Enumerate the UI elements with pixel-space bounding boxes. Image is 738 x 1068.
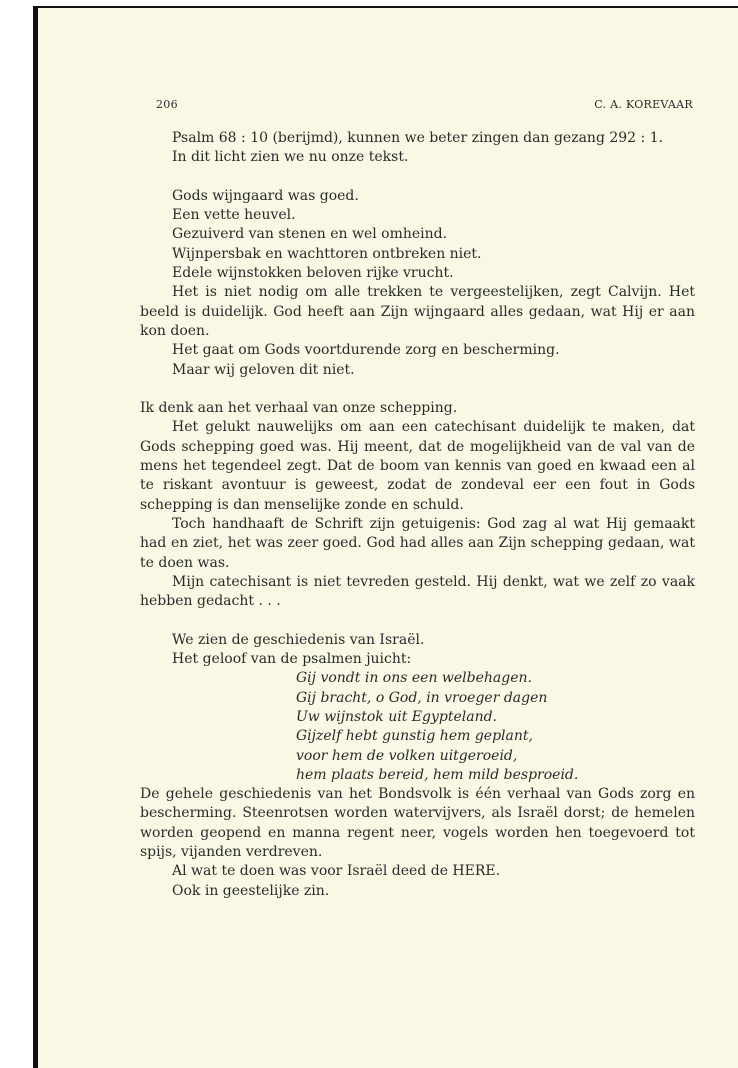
section-break xyxy=(140,611,695,630)
poem-line: voor hem de volken uitgeroeid, xyxy=(296,747,518,764)
page-header xyxy=(156,98,693,114)
paragraph: Het gelukt nauwelijks om aan een catechisant duidelijk te maken, dat Gods schepping goed was. Hij meent, dat de mogelijkheid van de val van de mens het tegendeel zegt. Dat de boom van kennis van goed en kwaad een al te riskant avontuur is geweest, zodat de zondeval eer een fout in Gods schepping is dan menselijke zonde en schuld. xyxy=(140,419,695,513)
paragraph: Psalm 68 : 10 (berijmd), kunnen we beter zingen dan gezang 292 : 1. xyxy=(172,130,664,146)
paragraph: Ook in geestelijke zin. xyxy=(172,882,330,899)
page-number: 206 xyxy=(156,98,178,111)
book-page xyxy=(33,6,738,1068)
paragraph: De gehele geschiedenis van het Bondsvolk is één verhaal van Gods zorg en bescherming. Steenrotsen worden watervijvers, als Israël dorst; de hemelen worden geopend en manna regent neer, vogels worden hen toegevoerd tot spijs, vijanden verdreven. xyxy=(140,786,695,860)
page-body xyxy=(140,129,695,901)
section-break xyxy=(140,168,695,187)
paragraph: Al wat te doen was voor Israël deed de HERE. xyxy=(172,863,501,880)
paragraph: Gods wijngaard was goed. xyxy=(172,187,359,204)
paragraph: Wijnpersbak en wachttoren ontbreken niet. xyxy=(172,245,482,262)
poem-line: Gij bracht, o God, in vroeger dagen xyxy=(296,689,548,706)
poem-line: Gijzelf hebt gunstig hem geplant, xyxy=(296,728,533,745)
psalm-quote xyxy=(140,669,695,785)
paragraph: Het geloof van de psalmen juicht: xyxy=(172,651,412,668)
paragraph: Een vette heuvel. xyxy=(172,207,296,224)
paragraph: Toch handhaaft de Schrift zijn getuigenis: God zag al wat Hij gemaakt had en ziet, het was zeer goed. God had alles aan Zijn schepping gedaan, wat te doen was. xyxy=(140,515,695,571)
paragraph: Het gaat om Gods voortdurende zorg en bescherming. xyxy=(172,342,560,359)
paragraph: In dit licht zien we nu onze tekst. xyxy=(172,149,409,166)
section-break xyxy=(140,380,695,399)
paragraph: Het is niet nodig om alle trekken te vergeestelijken, zegt Calvijn. Het beeld is duidelijk. God heeft aan Zijn wijngaard alles gedaan, wat Hij er aan kon doen. xyxy=(140,284,695,339)
paragraph: We zien de geschiedenis van Israël. xyxy=(172,631,425,648)
poem-line: Gij vondt in ons een welbehagen. xyxy=(296,670,532,687)
paragraph: Mijn catechisant is niet tevreden gesteld. Hij denkt, wat we zelf zo vaak hebben gedacht . . . xyxy=(140,573,695,610)
poem-line: Uw wijnstok uit Egypteland. xyxy=(296,708,498,725)
paragraph: Edele wijnstokken beloven rijke vrucht. xyxy=(172,265,454,282)
running-head: C. A. KOREVAAR xyxy=(594,98,693,111)
paragraph: Ik denk aan het verhaal van onze schepping. xyxy=(140,400,458,417)
paragraph: Maar wij geloven dit niet. xyxy=(172,361,355,378)
poem-line: hem plaats bereid, hem mild besproeid. xyxy=(296,766,579,783)
paragraph: Gezuiverd van stenen en wel omheind. xyxy=(172,226,448,243)
